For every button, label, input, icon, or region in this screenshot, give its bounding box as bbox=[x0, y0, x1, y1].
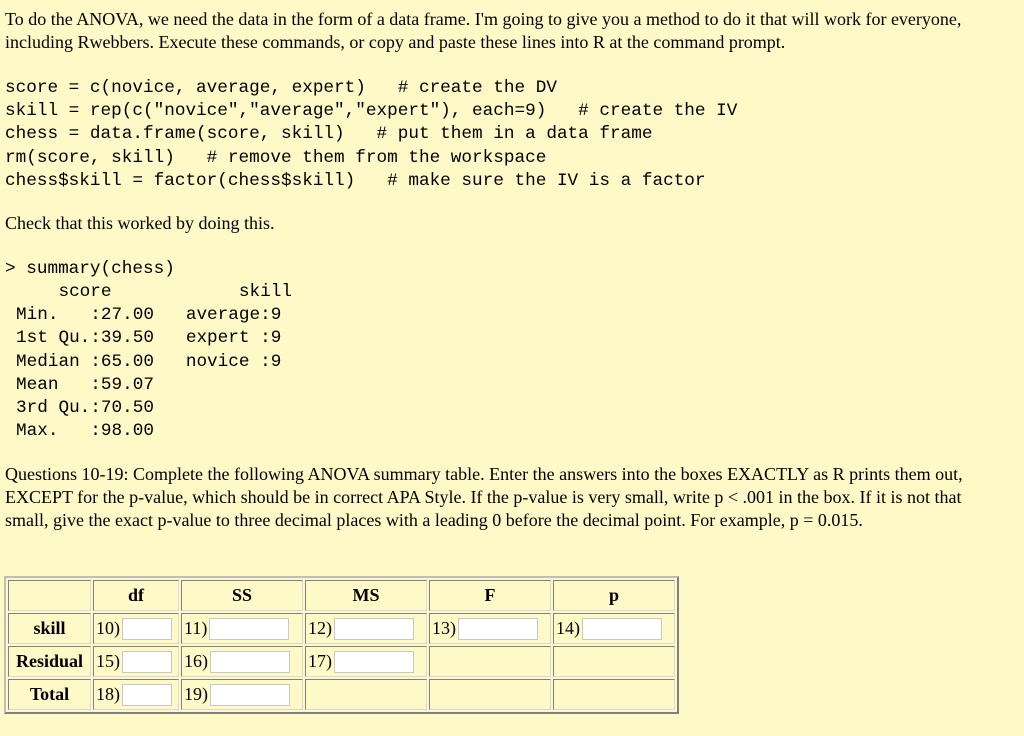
code-line: score = c(novice, average, expert) # create the DV bbox=[5, 78, 557, 98]
table-row-total bbox=[8, 679, 675, 710]
answer-input-16[interactable] bbox=[210, 651, 290, 673]
table-row-skill bbox=[8, 613, 675, 644]
code-line: chess$skill = factor(chess$skill) # make sure the IV is a factor bbox=[5, 170, 706, 191]
row-label: Total bbox=[8, 679, 91, 710]
cell-df bbox=[93, 679, 179, 710]
cell-p bbox=[553, 613, 675, 644]
answer-input-10[interactable] bbox=[122, 618, 172, 640]
question-number: 16) bbox=[184, 651, 208, 672]
row-label: Residual bbox=[8, 646, 91, 677]
answer-input-13[interactable] bbox=[458, 618, 538, 640]
answer-input-19[interactable] bbox=[210, 684, 290, 706]
cell-ms bbox=[305, 613, 427, 644]
row-label: skill bbox=[8, 613, 91, 644]
answer-input-11[interactable] bbox=[209, 618, 289, 640]
question-number: 13) bbox=[432, 618, 456, 639]
answer-input-12[interactable] bbox=[334, 618, 414, 640]
cell-df bbox=[93, 613, 179, 644]
cell-p-empty bbox=[553, 646, 675, 677]
table-header-row bbox=[8, 580, 675, 611]
cell-ss bbox=[181, 679, 303, 710]
summary-line: Min. :27.00 average:9 bbox=[16, 305, 303, 326]
summary-command: > summary(chess) bbox=[5, 259, 175, 279]
header-f: F bbox=[429, 580, 551, 611]
question-number: 14) bbox=[556, 618, 580, 639]
code-line: rm(score, skill) # remove them from the workspace bbox=[5, 147, 547, 168]
cell-f bbox=[429, 613, 551, 644]
cell-ms bbox=[305, 646, 427, 677]
summary-line: 1st Qu.:39.50 expert :9 bbox=[16, 328, 303, 349]
question-number: 12) bbox=[308, 618, 332, 639]
question-number: 10) bbox=[96, 618, 120, 639]
cell-ss bbox=[181, 613, 303, 644]
cell-ms-empty bbox=[305, 679, 427, 710]
header-p: p bbox=[553, 580, 675, 611]
answer-input-15[interactable] bbox=[122, 651, 172, 673]
cell-df bbox=[93, 646, 179, 677]
question-number: 18) bbox=[96, 684, 120, 705]
answer-input-18[interactable] bbox=[122, 684, 172, 706]
question-number: 15) bbox=[96, 651, 120, 672]
header-ms: MS bbox=[305, 580, 427, 611]
summary-line: 3rd Qu.:70.50 bbox=[16, 398, 303, 419]
summary-line: Max. :98.00 bbox=[16, 421, 303, 442]
header-ss: SS bbox=[181, 580, 303, 611]
cell-ss bbox=[181, 646, 303, 677]
summary-line: Median :65.00 novice :9 bbox=[16, 351, 303, 372]
questions-paragraph: Questions 10-19: Complete the following ANOVA summary table. Enter the answers into the boxes EXACTLY as R prints them out, EXCEPT for the p-value, which should be in correct APA Style. If the p-value is very small, write p < .001 in the box. If it is not that small, give the exact p-value to three decimal places with a leading 0 before the decimal point. For example, p = 0.015. bbox=[5, 464, 963, 530]
cell-f-empty bbox=[429, 646, 551, 677]
question-number: 11) bbox=[184, 618, 208, 639]
answer-input-14[interactable] bbox=[582, 618, 662, 640]
cell-p-empty bbox=[553, 679, 675, 710]
anova-table bbox=[4, 576, 679, 714]
table-row-residual bbox=[8, 646, 675, 677]
check-paragraph: Check that this worked by doing this. bbox=[5, 213, 275, 233]
intro-paragraph: To do the ANOVA, we need the data in the form of a data frame. I'm going to give you a method to do it that will work for everyone, including Rwebbers. Execute these commands, or copy and paste these lines into R at the command prompt. bbox=[5, 9, 962, 52]
summary-line: Mean :59.07 bbox=[16, 374, 303, 395]
r-code-block bbox=[5, 77, 737, 193]
summary-output bbox=[16, 281, 324, 443]
header-blank bbox=[8, 580, 91, 611]
question-number: 19) bbox=[184, 684, 208, 705]
question-number: 17) bbox=[308, 651, 332, 672]
header-df: df bbox=[93, 580, 179, 611]
summary-line: score skill bbox=[16, 282, 324, 302]
answer-input-17[interactable] bbox=[334, 651, 414, 673]
cell-f-empty bbox=[429, 679, 551, 710]
code-line: chess = data.frame(score, skill) # put them in a data frame bbox=[5, 124, 653, 145]
code-line: skill = rep(c("novice","average","expert"), each=9) # create the IV bbox=[5, 101, 738, 122]
